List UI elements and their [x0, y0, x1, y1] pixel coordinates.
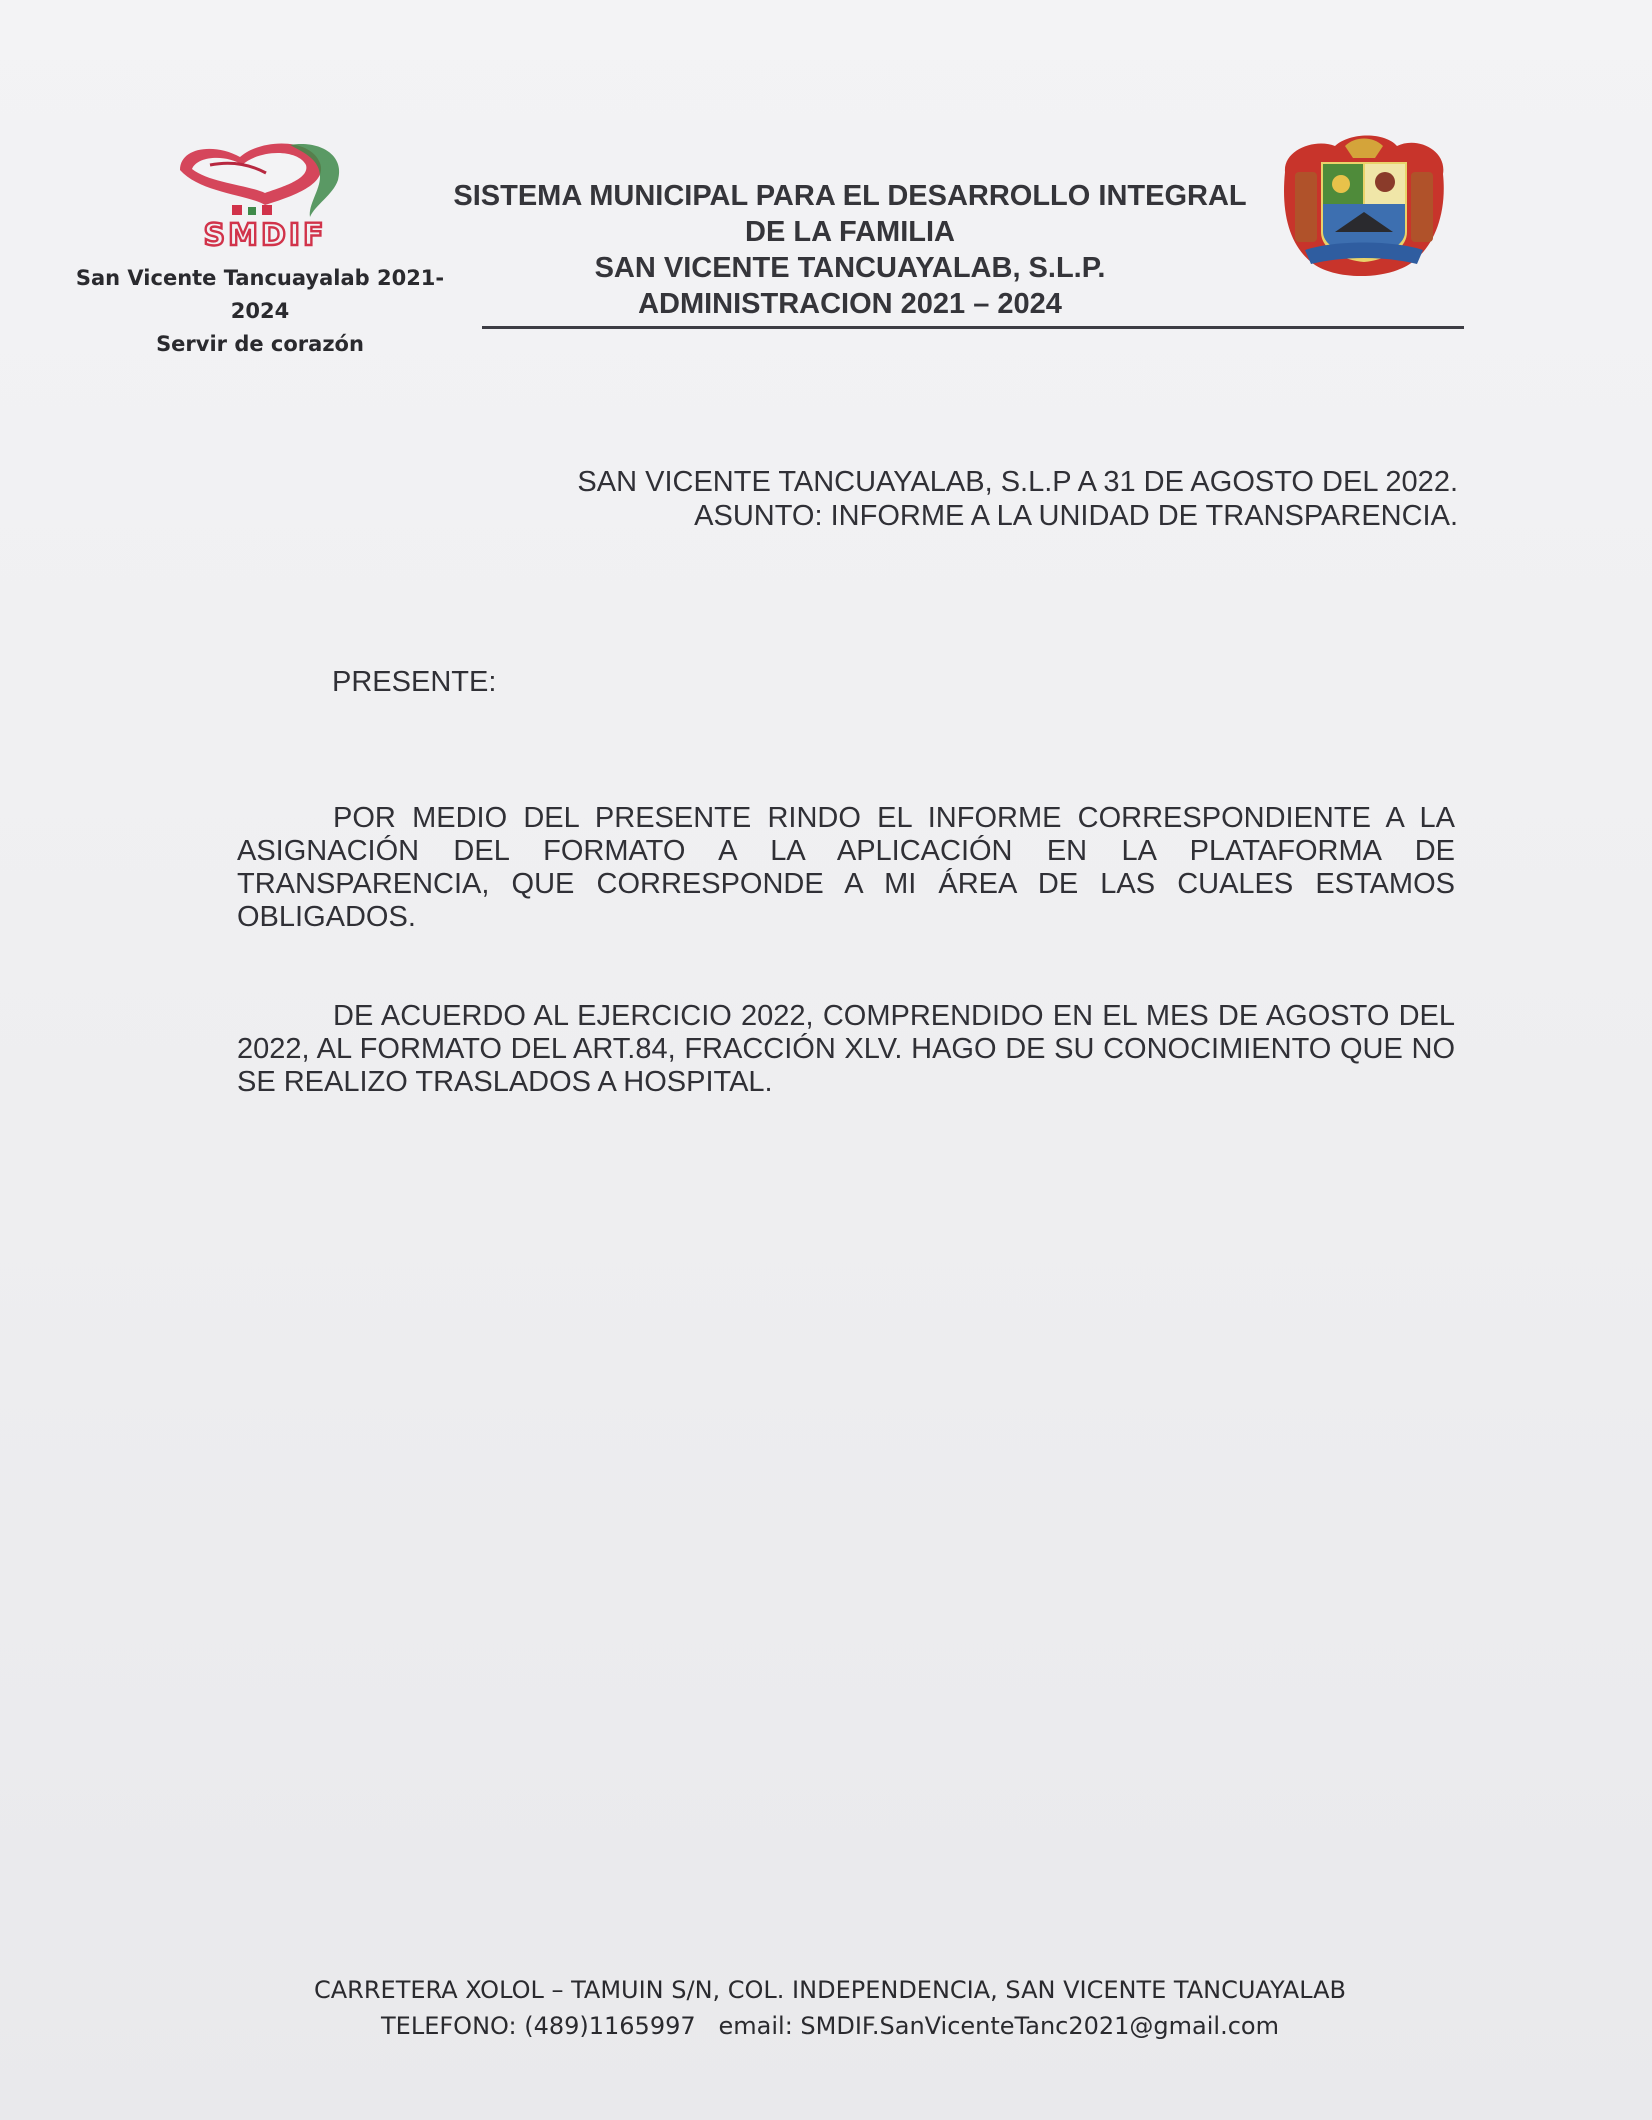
- body-paragraph-1: POR MEDIO DEL PRESENTE RINDO EL INFORME CORRESPONDIENTE A LA ASIGNACIÓN DEL FORMATO A LA APLICACIÓN EN LA PLATAFORMA DE TRANSPARENCIA, QUE CORRESPONDE A MI ÁREA DE LAS CUALES ESTAMOS OBLIGADOS.: [237, 802, 1455, 933]
- header-title: [430, 178, 1270, 322]
- municipal-coat-of-arms-icon: [1275, 132, 1453, 284]
- subject-line: ASUNTO: INFORME A LA UNIDAD DE TRANSPARENCIA.: [694, 500, 1458, 532]
- body-paragraph-2: DE ACUERDO AL EJERCICIO 2022, COMPRENDIDO EN EL MES DE AGOSTO DEL 2022, AL FORMATO DEL ART.84, FRACCIÓN XLV. HAGO DE SU CONOCIMIENTO QUE NO SE REALIZO TRASLADOS A HOSPITAL.: [237, 1000, 1455, 1098]
- footer-contact: TELEFONO: (489)1165997 email: SMDIF.SanVicenteTanc2021@gmail.com: [381, 2012, 1279, 2040]
- date-subject-block: [460, 465, 1458, 533]
- date-line: SAN VICENTE TANCUAYALAB, S.L.P A 31 DE AGOSTO DEL 2022.: [577, 466, 1458, 498]
- header-title-line-1: SISTEMA MUNICIPAL PARA EL DESARROLLO INTEGRAL: [453, 180, 1247, 212]
- header-title-line-4: ADMINISTRACION 2021 – 2024: [638, 288, 1062, 320]
- logo-left-slogan: Servir de corazón: [156, 332, 364, 356]
- logo-left-subtitle: San Vicente Tancuayalab 2021-2024: [75, 266, 445, 323]
- header-title-line-3: SAN VICENTE TANCUAYALAB, S.L.P.: [594, 252, 1106, 284]
- salutation: PRESENTE:: [332, 666, 497, 698]
- smdif-logo: [170, 135, 360, 250]
- footer: [230, 1972, 1430, 2044]
- smdif-logo-wordmark: SMDIF: [203, 218, 327, 250]
- header-divider: [482, 326, 1464, 329]
- header-title-line-2: DE LA FAMILIA: [745, 216, 955, 248]
- footer-address: CARRETERA XOLOL – TAMUIN S/N, COL. INDEPENDENCIA, SAN VICENTE TANCUAYALAB: [314, 1976, 1346, 2004]
- logo-left-caption: [70, 262, 450, 361]
